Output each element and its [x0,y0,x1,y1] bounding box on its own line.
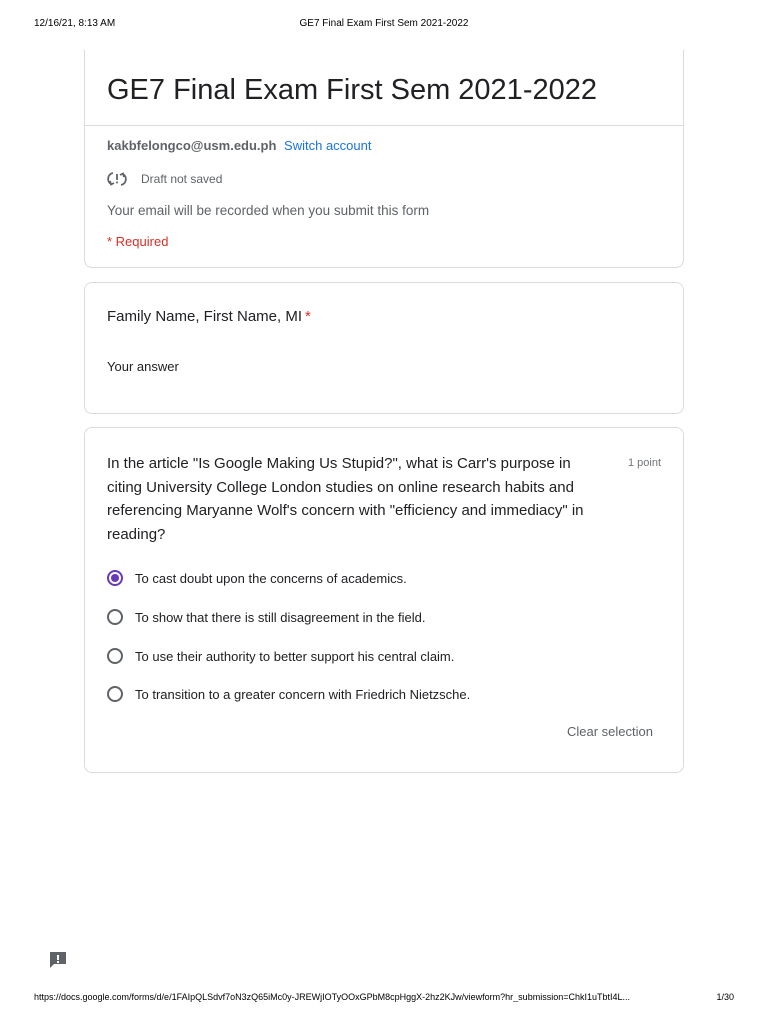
print-doc-title: GE7 Final Exam First Sem 2021-2022 [299,18,469,29]
radio-button[interactable] [107,609,123,625]
draft-status-text: Draft not saved [141,172,223,186]
clear-selection-button[interactable]: Clear selection [567,724,653,739]
name-question-text: Family Name, First Name, MI [107,308,303,325]
radio-button-selected[interactable] [107,570,123,586]
account-email: kakbfelongco@usm.edu.ph [107,138,277,153]
points-badge: 1 point [627,457,661,469]
email-recorded-notice: Your email will be recorded when you submit this form [107,203,430,218]
print-footer [0,992,768,1006]
form-title: GE7 Final Exam First Sem 2021-2022 [107,74,597,106]
feedback-icon[interactable] [48,950,68,970]
switch-account-link[interactable]: Switch account [284,138,372,153]
account-row [107,138,371,153]
option-label: To transition to a greater concern with Friedrich Nietzsche. [135,686,471,702]
form-header-card [84,50,684,268]
option-label: To use their authority to better support his central claim. [135,648,455,664]
name-question-card [84,282,684,414]
mc-question-text: In the article "Is Google Making Us Stupid?", what is Carr's purpose in citing University College London studies on online research habits and referencing Maryanne Wolf's concern with "efficiency and immediacy" in reading? [107,455,584,543]
draft-status-row [107,170,222,188]
print-date: 12/16/21, 8:13 AM [34,18,116,29]
required-asterisk: * [305,308,311,325]
option-2[interactable] [107,609,425,625]
option-label: To show that there is still disagreement in the field. [135,609,426,625]
radio-button[interactable] [107,648,123,664]
name-answer-input[interactable] [107,359,407,374]
radio-button[interactable] [107,686,123,702]
print-url: https://docs.google.com/forms/d/e/1FAIpQLSdvf7oN3zQ65iMc0y-JREWjIOTyOOxGPbM8cpHggX-2hz2KJw/viewform?hr_submission=ChkI1uTbtI4L... [34,992,630,1002]
mc-question-card [84,427,684,773]
option-3[interactable] [107,648,454,664]
header-divider [85,125,683,126]
name-question-label [107,308,311,325]
print-header [0,18,768,32]
option-1[interactable] [107,570,407,586]
option-4[interactable] [107,686,470,702]
option-label: To cast doubt upon the concerns of academics. [135,570,407,586]
required-note: * Required [107,234,169,249]
cloud-off-sync-icon [107,170,127,188]
print-page-number: 1/30 [716,992,734,1002]
